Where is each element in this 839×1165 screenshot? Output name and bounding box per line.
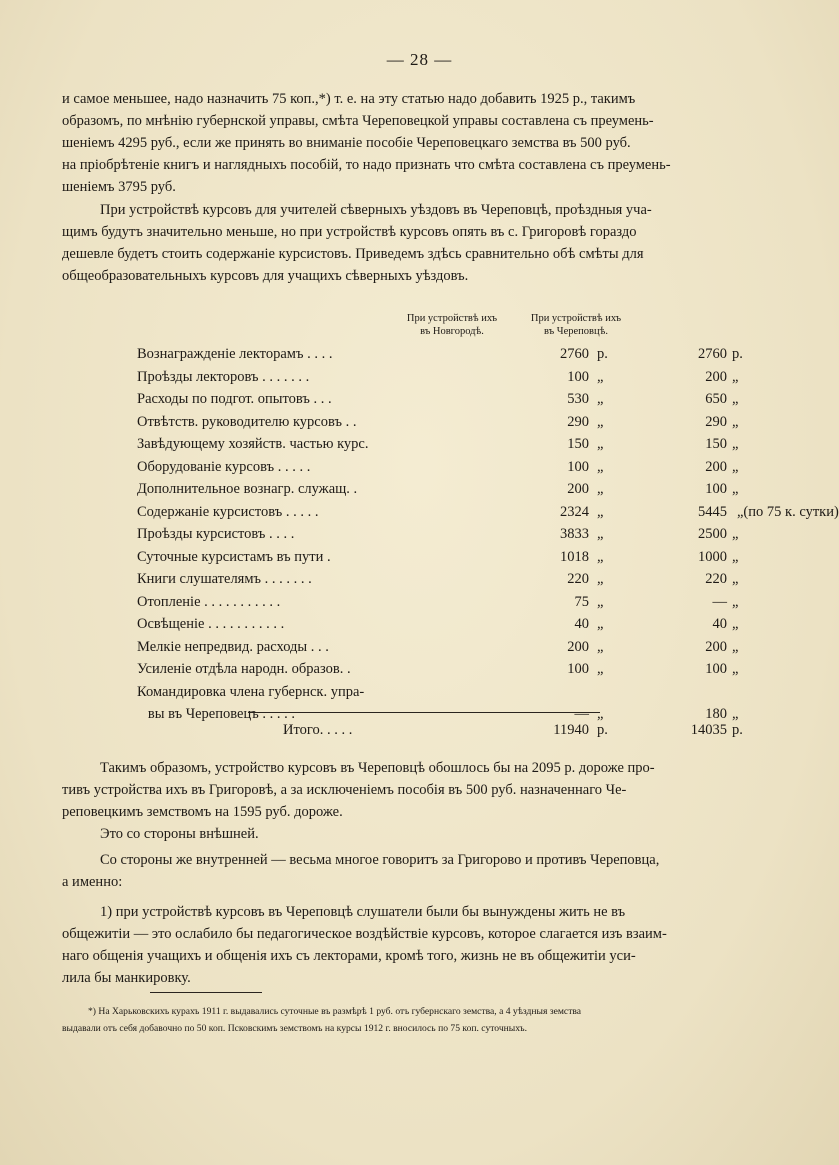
table-row [137,546,737,568]
row-note: „(по 75 к. сутки) [737,503,839,520]
novgorod-unit: „ [597,616,604,632]
text-line: шеніемъ 4295 руб., если же принять во вниманіе пособіе Череповецкаго земства въ 500 руб. [62,135,631,151]
total-rule [248,712,600,713]
text-line: 1) при устройствѣ курсовъ въ Череповцѣ слушатели были бы вынуждены жить не въ [100,904,626,920]
novgorod-value: 2324 [560,503,589,520]
novgorod-value: 40 [574,616,589,632]
row-label: Усиленіе отдѣла народн. образов. . [137,661,351,677]
row-label: Отвѣтств. руководителю курсовъ . . [137,413,357,430]
column-header-cherepovets [516,312,636,338]
cherepovets-value: 180 [705,706,727,722]
cherepovets-value: 2500 [698,526,727,542]
novgorod-unit: р. [597,346,608,362]
novgorod-value: 200 [567,481,589,497]
novgorod-unit: „ [597,593,604,610]
row-label: Проѣзды курсистовъ . . . . [137,526,295,542]
text-line: наго общенія учащихъ и общенія ихъ съ лекторами, кромѣ того, жизнь не въ общежитіи уси- [62,948,636,964]
novgorod-value: 2760 [560,346,589,362]
total-label: Итого. . . . . [283,722,353,738]
novgorod-unit: „ [597,391,604,407]
cherepovets-unit: „ [732,436,739,452]
novgorod-unit: „ [597,368,604,385]
text-line: тивъ устройства ихъ въ Григоровѣ, а за исключеніемъ пособія въ 500 руб. назначеннаго Че- [62,782,627,798]
text-line: и самое меньшее, надо назначить 75 коп.,*) т. е. на эту статью надо добавить 1925 р., такимъ [62,91,636,107]
table-row [137,343,743,365]
cherepovets-unit: „ [732,593,739,610]
novgorod-unit: „ [597,436,604,452]
table-total-row [137,719,743,741]
novgorod-unit: „ [597,503,604,520]
novgorod-value: 75 [574,593,589,610]
text-line: щимъ будутъ значительно меньше, но при устройствѣ курсовъ опять въ с. Григоровѣ гораздо [62,224,637,240]
novgorod-unit: „ [597,458,604,475]
novgorod-value: 1018 [560,548,589,565]
novgorod-unit: „ [597,548,604,565]
table-row [137,456,737,478]
total-cherepovets-value: 14035 [690,722,727,738]
novgorod-unit: „ [597,413,604,430]
row-label: Книги слушателямъ . . . . . . . [137,571,312,587]
cherepovets-unit: „ [732,368,739,385]
paragraph-external-side [62,823,782,845]
column-header-cherepovets-line1: При устройствѣ ихъ [530,313,622,324]
novgorod-unit: „ [597,661,604,677]
table-row [137,636,737,658]
novgorod-value: 100 [567,368,589,385]
novgorod-value: 220 [567,571,589,587]
novgorod-unit: „ [597,571,604,587]
novgorod-value: 3833 [560,526,589,542]
cherepovets-value: 200 [705,638,727,655]
novgorod-unit: „ [597,706,604,722]
text-line: шеніемъ 3795 руб. [62,179,176,195]
footnote-line: выдавали отъ себя добавочно по 50 коп. Псковскимъ земствомъ на курсы 1912 г. вносилось по 75 коп. суточныхъ. [62,1023,528,1034]
footnote-rule [150,992,262,993]
table-row [137,613,737,635]
cherepovets-unit: „ [732,661,739,677]
cherepovets-value: 5445 [698,503,727,520]
row-label: Оборудованіе курсовъ . . . . . [137,458,311,475]
cherepovets-value: 200 [705,368,727,385]
table-row [137,478,737,500]
row-label: Мелкіе непредвид. расходы . . . [137,638,329,655]
table-row [137,366,737,388]
table-row [137,433,737,455]
cherepovets-value: 100 [705,481,727,497]
cherepovets-value: 200 [705,458,727,475]
row-label: вы въ Череповецъ . . . . . [137,706,295,722]
novgorod-unit: „ [597,638,604,655]
row-label: Дополнительное вознагр. служащ. . [137,481,358,497]
cherepovets-unit: „ [732,616,739,632]
text-line: При устройствѣ курсовъ для учителей сѣверныхъ уѣздовъ въ Череповцѣ, проѣздныя уча- [100,202,652,218]
text-line: Это со стороны внѣшней. [100,826,259,842]
novgorod-value: 530 [567,391,589,407]
cherepovets-unit: „ [732,548,739,565]
novgorod-unit: „ [597,481,604,497]
cherepovets-unit: „ [732,526,739,542]
cherepovets-value: 1000 [698,548,727,565]
table-row [137,568,737,590]
text-line: дешевле будетъ стоить содержаніе курсистовъ. Приведемъ здѣсь сравнительно обѣ смѣты для [62,246,644,262]
text-line: Со стороны же внутренней — весьма многое говоритъ за Григорово и противъ Череповца, [100,852,660,868]
text-line: общежитіи — это ослабило бы педагогическое воздѣйствіе курсовъ, которое слагается изъ взаим- [62,926,667,942]
cherepovets-value: 2760 [698,346,727,362]
table-row [137,411,737,433]
text-line: реповецкимъ земствомъ на 1595 руб. дороже. [62,804,343,820]
paragraph-internal-side [62,849,782,893]
row-label: Завѣдующему хозяйств. частью курс. [137,436,369,452]
table-row [137,388,737,410]
paragraph-cost-comparison [62,757,782,823]
row-label: Содержаніе курсистовъ . . . . . [137,503,319,520]
text-line: лила бы манкировку. [62,970,191,986]
total-cherepovets-unit: р. [732,722,743,738]
text-line: общеобразовательныхъ курсовъ для учащихъ сѣверныхъ уѣздовъ. [62,268,469,284]
footnote-line: *) На Харьковскихъ курахъ 1911 г. выдавались суточные въ размѣрѣ 1 руб. отъ губернскаго земства, а 4 уѣздныя земства [88,1006,582,1017]
cherepovets-unit: „ [732,638,739,655]
text-line: а именно: [62,874,123,890]
cherepovets-unit: „ [732,413,739,430]
cherepovets-value: 150 [705,436,727,452]
table-row [137,523,737,545]
novgorod-value: 290 [567,413,589,430]
cherepovets-unit: „ [732,481,739,497]
row-label: Расходы по подгот. опытовъ . . . [137,391,332,407]
cherepovets-unit: „ [732,458,739,475]
column-header-novgorod [392,312,512,338]
paragraph-budget-estimate [62,88,782,198]
table-row [137,591,737,613]
row-label: Суточные курсистамъ въ пути . [137,548,331,565]
cherepovets-value: 650 [705,391,727,407]
cherepovets-unit: „ [732,571,739,587]
text-line: Такимъ образомъ, устройство курсовъ въ Череповцѣ обошлось бы на 2095 р. дороже про- [100,760,655,776]
text-line: образомъ, по мнѣнію губернской управы, смѣта Череповецкой управы составлена съ преумень- [62,113,654,129]
row-label: Отопленіе . . . . . . . . . . . [137,593,281,610]
cherepovets-value: 220 [705,571,727,587]
page-number: — 28 — [386,50,453,69]
novgorod-value: 150 [567,436,589,452]
novgorod-value: 200 [567,638,589,655]
column-header-novgorod-line1: При устройствѣ ихъ [406,313,498,324]
novgorod-value: 100 [567,661,589,677]
row-label: Освѣщеніе . . . . . . . . . . . [137,616,285,632]
table-row [137,501,839,523]
paragraph-northern-courses [62,199,782,287]
paragraph-dormitory-point [62,901,782,989]
row-label: Проѣзды лекторовъ . . . . . . . [137,368,310,385]
column-header-cherepovets-line2: въ Череповцѣ. [544,326,608,337]
column-header-novgorod-line2: въ Новгородѣ. [420,326,484,337]
cherepovets-value: — [712,593,727,610]
table-row [137,658,737,680]
cherepovets-value: 40 [712,616,727,632]
novgorod-value: 100 [567,458,589,475]
row-label: Вознагражденіе лекторамъ . . . . [137,346,333,362]
cherepovets-unit: „ [732,391,739,407]
cherepovets-unit: р. [732,346,743,362]
cherepovets-value: 290 [705,413,727,430]
total-novgorod-value: 11940 [553,722,589,738]
cherepovets-value: 100 [705,661,727,677]
text-line: на пріобрѣтеніе книгъ и наглядныхъ пособій, то надо признать что смѣта составлена съ преумень- [62,157,671,173]
table-row [137,681,737,703]
novgorod-unit: „ [597,526,604,542]
novgorod-value: — [574,706,589,722]
row-label: Командировка члена губернск. упра- [137,683,365,700]
total-novgorod-unit: р. [597,722,608,738]
cherepovets-unit: „ [732,706,739,722]
footnote [62,1003,782,1037]
